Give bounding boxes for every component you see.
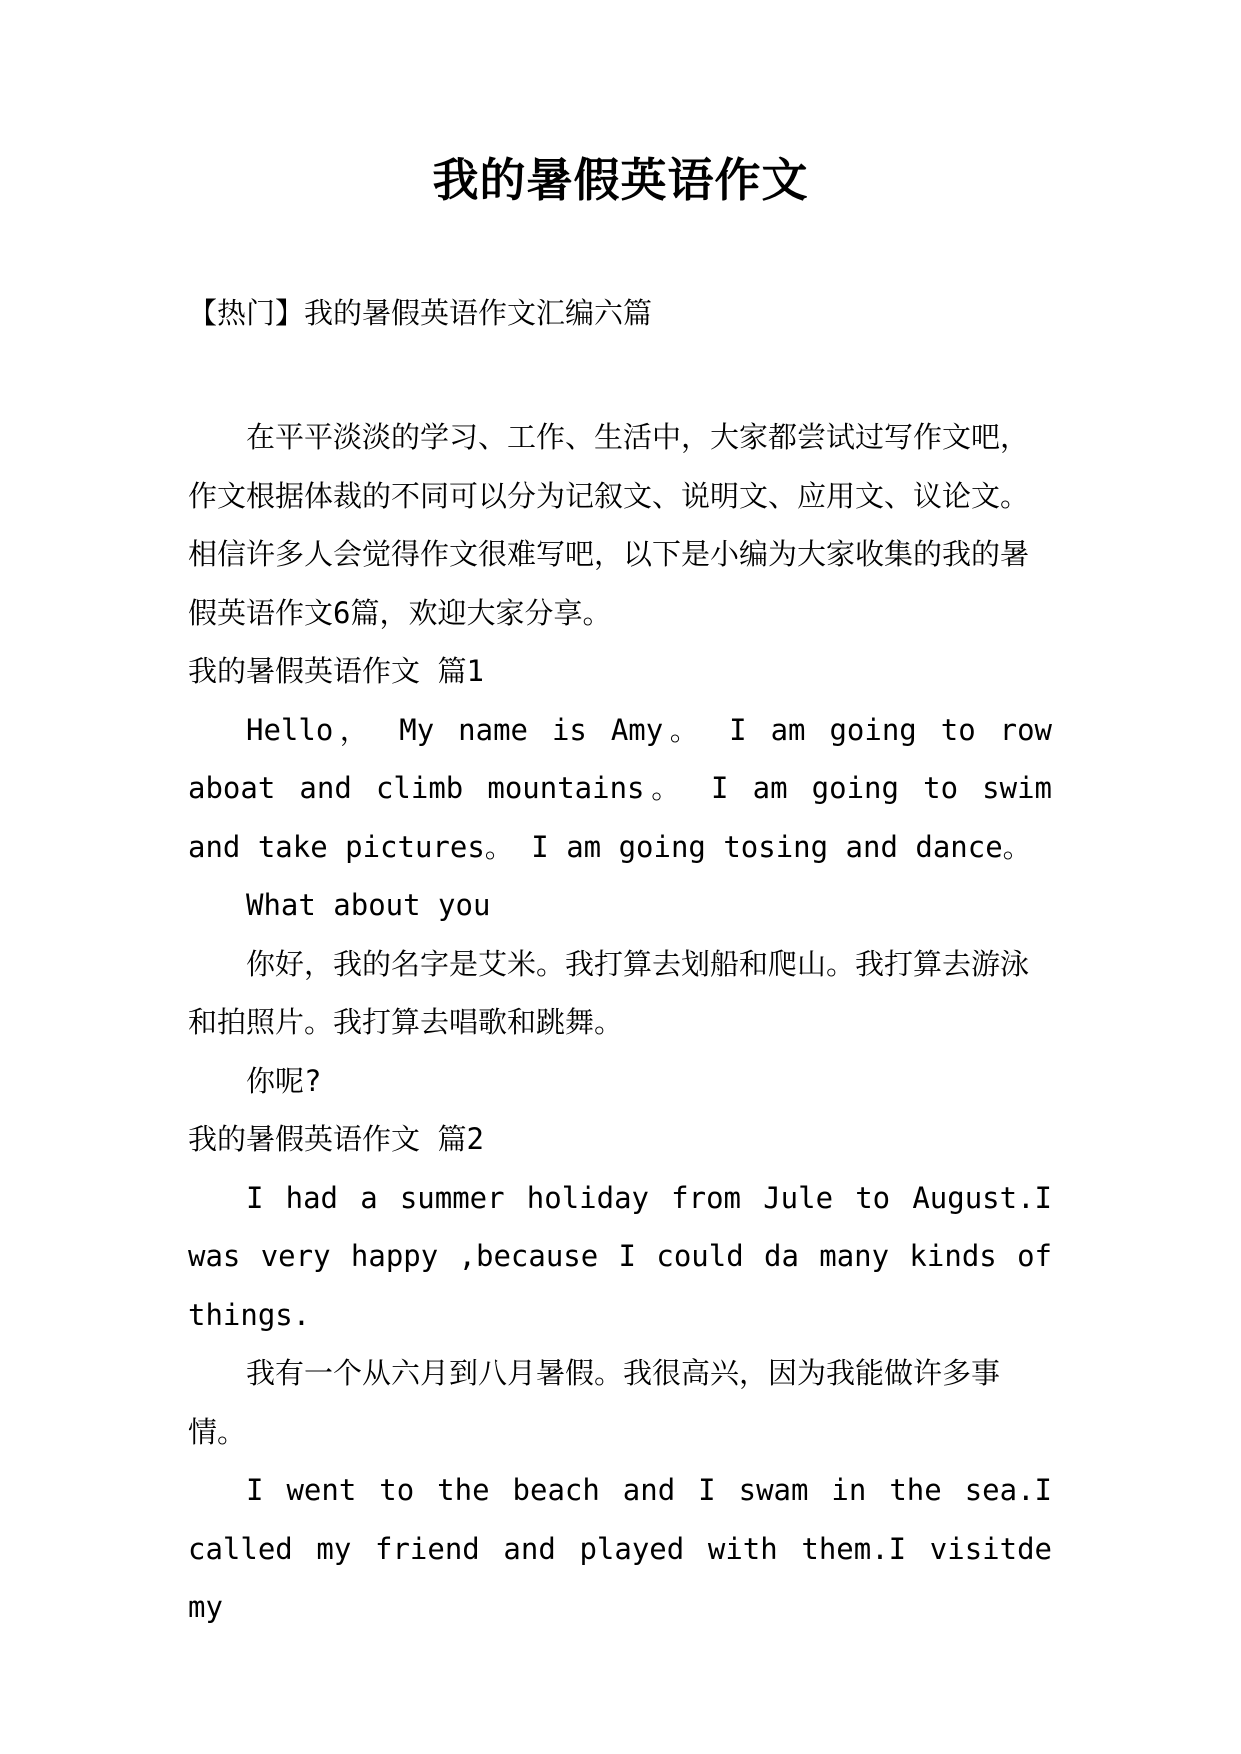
essay-2-english-paragraph-2: I went to the beach and I swam in the sea.I called my friend and played with them.I visitde my (188, 1473, 1052, 1624)
section-heading-2: 我的暑假英语作文 篇2 (188, 1122, 484, 1156)
intro-paragraph: 在平平淡淡的学习、工作、生活中，大家都尝试过写作文吧，作文根据体裁的不同可以分为记叙文、说明文、应用文、议论文。相信许多人会觉得作文很难写吧，以下是小编为大家收集的我的暑假英语作文6篇，欢迎大家分享。 (188, 420, 1030, 630)
essay-1-english-paragraph: Hello， My name is Amy。 I am going to row aboat and climb mountains。 I am going to swim and take pictures。 I am going tosing and dance。 (188, 712, 1052, 864)
document-body (188, 408, 1052, 1637)
essay-1-english-question: What about you (246, 888, 491, 922)
section-heading-1: 我的暑假英语作文 篇1 (188, 654, 484, 688)
essay-2-english-paragraph-1: I had a summer holiday from Jule to August.I was very happy ,because I could da many kinds of things. (188, 1180, 1052, 1332)
essay-2-chinese-paragraph-1: 我有一个从六月到八月暑假。我很高兴，因为我能做许多事情。 (188, 1356, 1001, 1449)
document-subtitle: 【热门】我的暑假英语作文汇编六篇 (188, 296, 653, 330)
essay-1-chinese-question: 你呢? (246, 1063, 322, 1098)
essay-1-chinese-paragraph: 你好，我的名字是艾米。我打算去划船和爬山。我打算去游泳和拍照片。我打算去唱歌和跳舞。 (188, 946, 1030, 1039)
document-title: 我的暑假英语作文 (432, 153, 809, 207)
